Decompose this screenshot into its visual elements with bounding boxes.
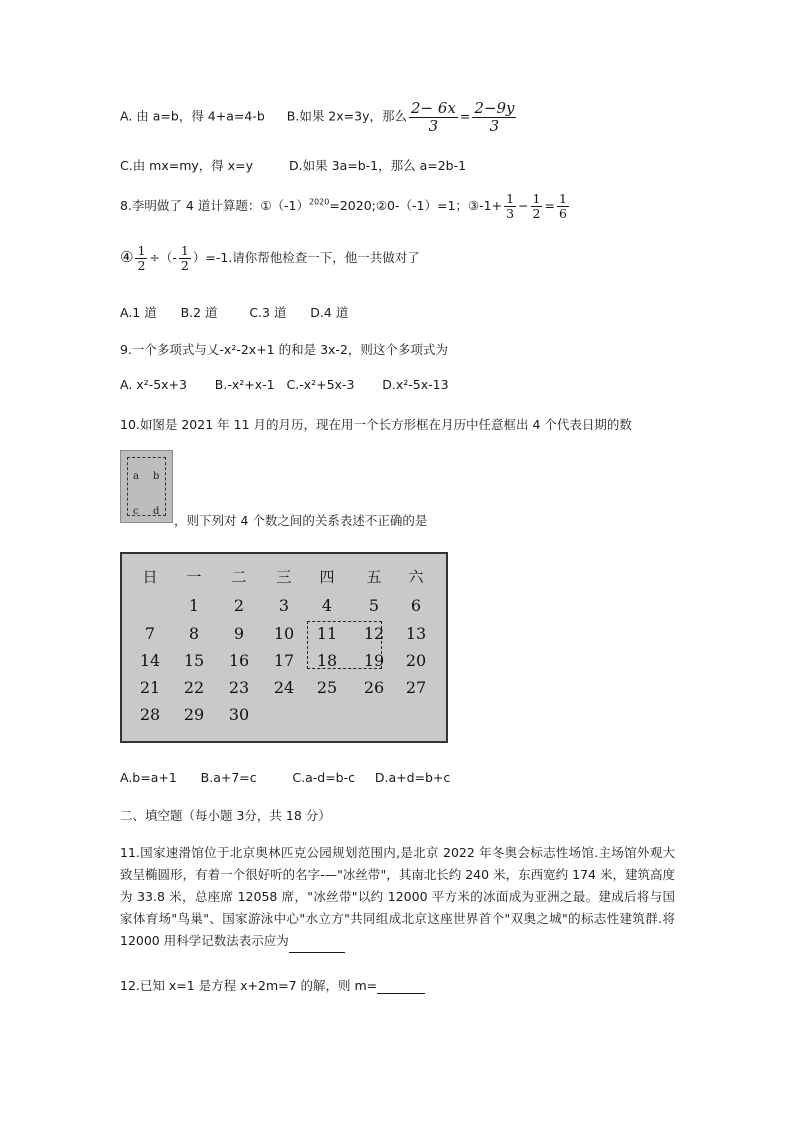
q8-fraction-1: $\frac{1}{3}$: [506, 191, 515, 221]
calendar-date: 26: [363, 678, 385, 697]
calendar-figure: [120, 552, 448, 743]
calendar-date: 4: [321, 596, 333, 615]
calendar-date: 9: [233, 624, 245, 643]
q9-options: A. x²-5x+3 B.-x²+x-1 C.-x²+5x-3 D.x²-5x-13: [120, 377, 449, 392]
calendar-date: 20: [405, 651, 427, 670]
q8-fraction-2: $\frac{1}{2}$: [532, 191, 541, 221]
q11-paragraph: [120, 842, 675, 953]
frame-letter-a: a: [133, 471, 139, 482]
calendar-date: 30: [228, 705, 250, 724]
q10-stem: 10.如图是 2021 年 11 月的月历，现在用一个长方形框在月历中任意框出 4 个代表日期的数: [120, 417, 632, 432]
q8-fraction-5: $\frac{1}{2}$: [180, 243, 189, 273]
calendar-date: 28: [139, 705, 161, 724]
calendar-date: 12: [363, 624, 385, 643]
q7-option-c: C.由 mx=my，得 x=y: [120, 158, 254, 173]
q7-option-b: B.如果 2x=3y，那么: [286, 108, 407, 124]
calendar-date: 14: [139, 651, 161, 670]
q8-text-c: ）=-1.请你帮他检查一下，他一共做对了: [192, 249, 420, 265]
calendar-date: 19: [363, 651, 385, 670]
frame-letter-d: d: [153, 506, 160, 517]
q8-line-1: [120, 192, 571, 221]
q7-fraction-1: $\frac{2- 6x}{3}$: [410, 99, 456, 135]
calendar-date: 29: [183, 705, 205, 724]
calendar-weekday-header: 三: [276, 568, 292, 586]
q9-stem: 9.一个多项式与乂-x²-2x+1 的和是 3x-2，则这个多项式为: [120, 342, 448, 357]
calendar-date: 24: [273, 678, 295, 697]
calendar-date: 10: [273, 624, 295, 643]
calendar-date: 21: [139, 678, 161, 697]
calendar-date: 3: [278, 596, 290, 615]
q11-text: 11.国家速滑馆位于北京奥林匹克公园规划范围内,是北京 2022 年冬奥会标志性场馆.主场馆外观大致呈椭圆形，有着一个很好听的名字-—"冰丝带"，其南北长约 240 米，东西宽约 174 米，建筑高度为 33.8 米，总座席 12058 席，"冰丝带"以约 12000 平方米的冰面成为亚洲之最。建成后将与国家体育场"鸟巢"、国家游泳中心"水立方"共同组成北京这座世界首个"双奥之城"的标志性建筑群.将 12000 用科学记数法表示应为: [120, 845, 675, 948]
calendar-date: 27: [405, 678, 427, 697]
calendar-weekday-header: 一: [186, 568, 202, 586]
q12-answer-blank[interactable]: [377, 978, 425, 994]
q10-options: A.b=a+1 B.a+7=c C.a-d=b-c D.a+d=b+c: [120, 770, 451, 785]
calendar-weekday-header: 六: [408, 568, 424, 586]
calendar-date: 18: [316, 651, 338, 670]
q8-text-a: 8.李明做了 4 道计算题：①（-1）: [120, 197, 309, 213]
q8-minus: −: [518, 197, 529, 213]
q8-options: A.1 道 B.2 道 C.3 道 D.4 道: [120, 305, 349, 320]
calendar-date: 7: [144, 624, 156, 643]
q8-exponent: 2020: [309, 197, 330, 207]
calendar-date: 25: [316, 678, 338, 697]
calendar-date: 2: [233, 596, 245, 615]
calendar-weekday-header: 二: [231, 568, 247, 586]
q7-option-d: D.如果 3a=b-1，那么 a=2b-1: [289, 158, 467, 173]
calendar-date: 23: [228, 678, 250, 697]
rectangle-frame-figure: [120, 450, 173, 523]
q8-equals: =: [544, 197, 555, 213]
calendar-date: 1: [188, 596, 200, 615]
q8-circled-4: ④: [120, 247, 134, 266]
frame-letter-b: b: [153, 471, 160, 482]
q7-fraction-2: $\frac{2-9y}{3}$: [474, 99, 515, 135]
q12-text: 12.已知 x=1 是方程 x+2m=7 的解，则 m=: [120, 978, 378, 993]
q10-after-frame: ，则下列对 4 个数之间的关系表述不正确的是: [174, 513, 428, 528]
calendar-date: 17: [273, 651, 295, 670]
section-2-heading: 二、填空题（每小题 3分，共 18 分）: [120, 808, 331, 823]
frame-letter-c: c: [133, 506, 139, 517]
q11-answer-blank[interactable]: [289, 930, 345, 953]
calendar-date: 22: [183, 678, 205, 697]
q7-options-cd: [120, 156, 466, 174]
calendar-date: 16: [228, 651, 250, 670]
calendar-date: 11: [316, 624, 338, 643]
q8-line-2: [120, 244, 420, 273]
calendar-date: 13: [405, 624, 427, 643]
q8-fraction-4: $\frac{1}{2}$: [137, 243, 146, 273]
q8-divide: ÷（-: [149, 249, 177, 265]
q12-line: [120, 976, 425, 994]
q7-option-a: A. 由 a=b，得 4+a=4-b: [120, 108, 265, 124]
calendar-date: 5: [368, 596, 380, 615]
calendar-date: 6: [410, 596, 422, 615]
q7-equals: =: [459, 108, 471, 124]
calendar-weekday-header: 日: [142, 568, 158, 586]
q8-fraction-3: $\frac{1}{6}$: [558, 191, 567, 221]
calendar-weekday-header: 五: [366, 568, 382, 586]
q8-text-b: =2020;②0-（-1）=1；③-1+: [329, 197, 503, 213]
q7-options-ab: [120, 100, 518, 134]
calendar-date: 15: [183, 651, 205, 670]
calendar-weekday-header: 四: [319, 568, 335, 586]
calendar-date: 8: [188, 624, 200, 643]
calendar-selection-box: [307, 621, 382, 669]
